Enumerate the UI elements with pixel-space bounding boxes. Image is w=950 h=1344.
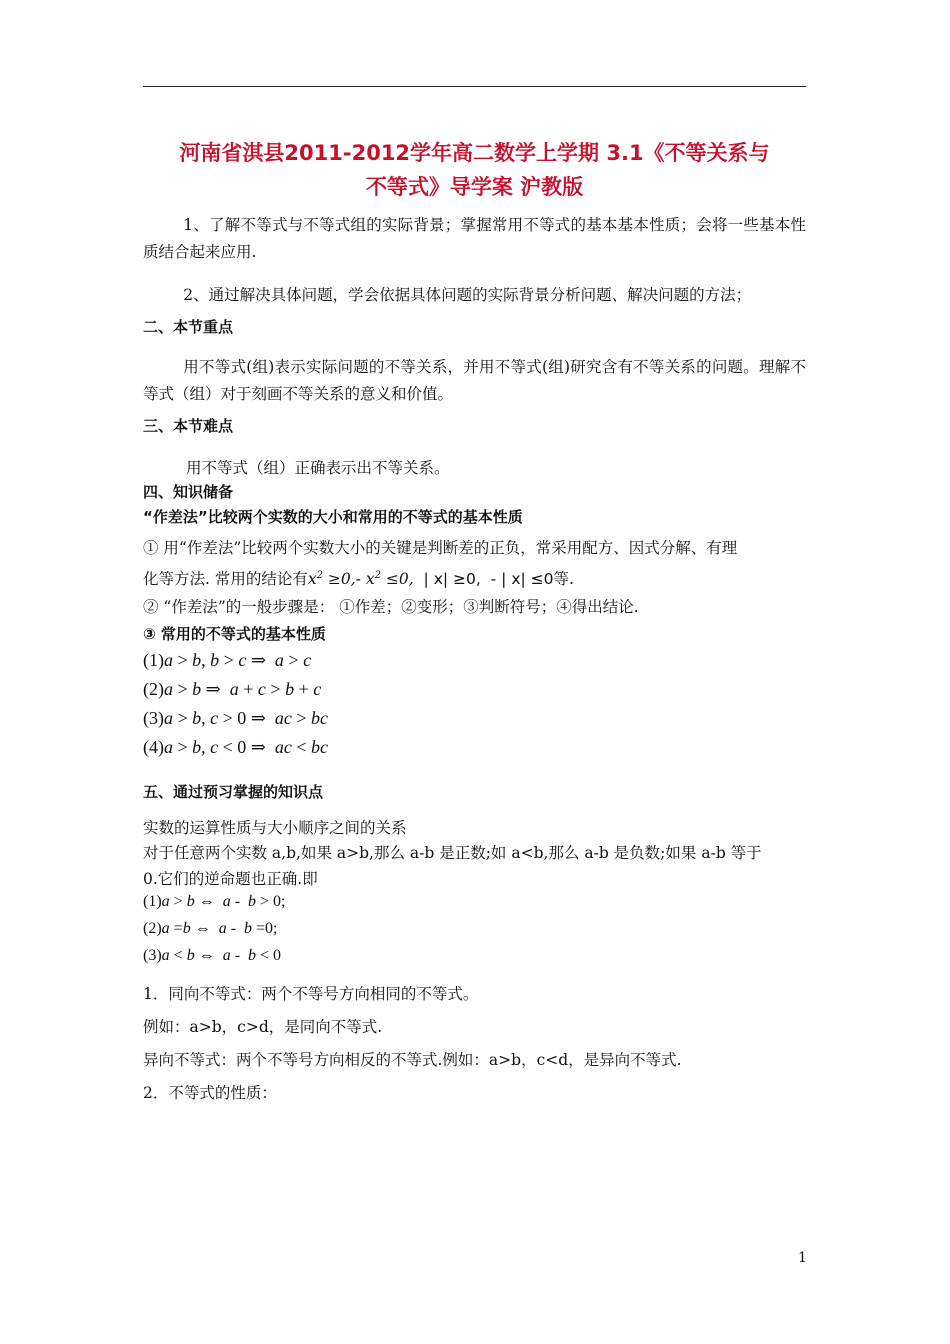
goal-2: 2、通过解决具体问题，学会依据具体问题的实际背景分析问题、解决问题的方法； [183,286,752,304]
property-3: (3)a > b, c > 0 ⇒ ac > bc [143,708,329,728]
formula-x2-ge0: $x^2 \ge 0,-$ $x^2 \le 0$, [307,570,419,589]
section5-line3: 0.它们的逆命题也正确.即 [143,870,318,888]
same-direction-example: 例如：a>b，c>d，是同向不等式. [143,1018,383,1036]
relation-2: (2)a =b ⇔ a - b =0; [143,920,278,937]
property-4: (4)a > b, c < 0 ⇒ ac < bc [143,737,329,757]
doc-title-line2: 不等式》导学案 沪教版 [365,175,584,199]
section5-line1: 实数的运算性质与大小顺序之间的关系 [143,819,407,837]
relation-3: (3)a < b ⇔ a - b < 0 [143,947,282,964]
opposite-direction-definition: 异向不等式：两个不等号方向相反的不等式.例如：a>b，c<d，是异向不等式. [143,1051,682,1069]
section3-text: 用不等式（组）正确表示出不等关系。 [186,459,450,477]
section2-heading: 二、本节重点 [143,318,234,336]
section2-text: 用不等式(组)表示实际问题的不等关系，并用不等式(组)研究含有不等关系的问题。理解不等式（组）对于刻画不等关系的意义和价值。 [143,358,806,403]
section4-item2: ② “作差法”的一般步骤是： ①作差；②变形；③判断符号；④得出结论. [143,598,639,616]
inequality-properties-heading: 2．不等式的性质： [143,1084,277,1102]
goal-1: 1、了解不等式与不等式组的实际背景；掌握常用不等式的基本基本性质；会将一些基本性质结合起来应用. [143,216,806,261]
header-rule [143,86,806,87]
section3-heading: 三、本节难点 [143,417,234,435]
section4-item3: ③ 常用的不等式的基本性质 [143,625,326,643]
section5-line2: 对于任意两个实数 a,b,如果 a>b,那么 a-b 是正数;如 a<b,那么 a-b 是负数;如果 a-b 等于 [143,844,762,862]
item1-line2-suffix: 等. [553,570,574,589]
section4-item1-line2 [143,563,574,592]
section4-heading: 四、知识储备 [143,483,234,501]
property-2: (2)a > b ⇒ a + c > b + c [143,679,322,699]
doc-title-line1: 河南省淇县2011-2012学年高二数学上学期 3.1《不等关系与 [179,141,770,165]
same-direction-definition: 1．同向不等式：两个不等号方向相同的不等式。 [143,985,479,1003]
relation-1: (1)a > b ⇔ a - b > 0; [143,893,286,910]
section4-item1-line1: ① 用“作差法”比较两个实数大小的关键是判断差的正负，常采用配方、因式分解、有理 [143,539,738,557]
section5-heading: 五、通过预习掌握的知识点 [143,783,324,801]
property-1: (1)a > b, b > c ⇒ a > c [143,650,312,670]
page-number: 1 [798,1250,807,1266]
formula-abs-ge0: | x| ≥0, - | x| ≤0 [418,570,554,589]
item1-line2-prefix: 化等方法. 常用的结论有 [143,570,308,589]
section4-subheading: “作差法”比较两个实数的大小和常用的不等式的基本性质 [143,508,523,526]
